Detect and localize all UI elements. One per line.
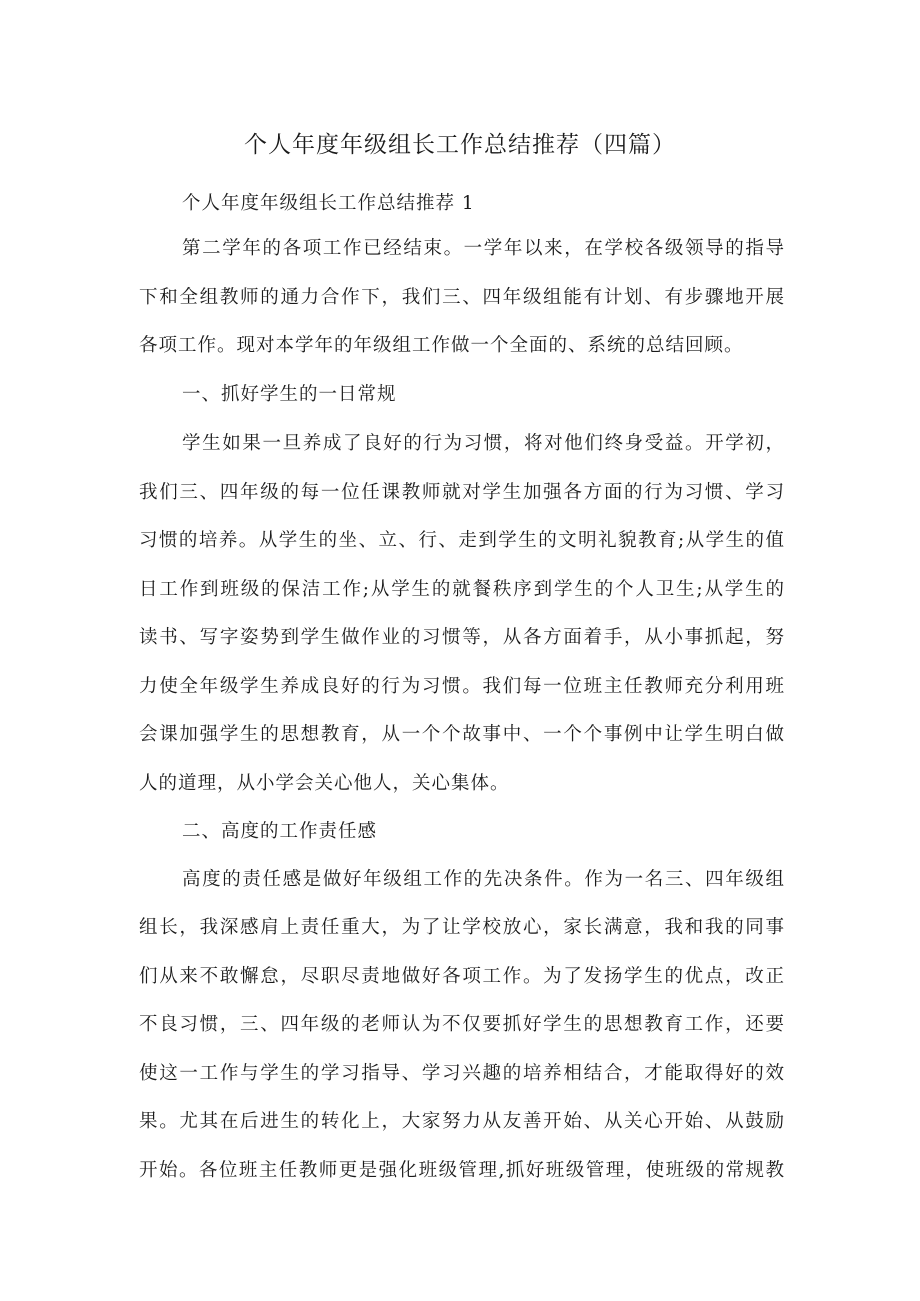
paragraph-line: 开始。各位班主任教师更是强化班级管理,抓好班级管理，使班级的常规教	[139, 1160, 785, 1181]
paragraph-line: 使这一工作与学生的学习指导、学习兴趣的培养相结合，才能取得好的效	[139, 1063, 785, 1084]
paragraph-line: 会课加强学生的思想教育，从一个个故事中、一个个事例中让学生明白做	[139, 724, 785, 745]
paragraph-line: 人的道理，从小学会关心他人，关心集体。	[139, 773, 510, 794]
paragraph-line: 各项工作。现对本学年的年级组工作做一个全面的、系统的总结回顾。	[139, 335, 744, 356]
section-heading: 二、高度的工作责任感	[182, 821, 378, 842]
paragraph-line: 习惯的培养。从学生的坐、立、行、走到学生的文明礼貌教育;从学生的值	[139, 530, 785, 551]
section-subtitle: 个人年度年级组长工作总结推荐 1	[182, 193, 475, 214]
paragraph-line: 高度的责任感是做好年级组工作的先决条件。作为一名三、四年级组	[182, 869, 785, 890]
paragraph-line: 们从来不敢懈怠，尽职尽责地做好各项工作。为了发扬学生的优点，改正	[139, 966, 785, 987]
document-title: 个人年度年级组长工作总结推荐（四篇）	[244, 132, 676, 158]
section-heading: 一、抓好学生的一日常规	[182, 384, 397, 405]
paragraph-line: 读书、写字姿势到学生做作业的习惯等，从各方面着手，从小事抓起，努	[139, 627, 785, 648]
paragraph-line: 日工作到班级的保洁工作;从学生的就餐秩序到学生的个人卫生;从学生的	[139, 579, 785, 600]
paragraph-line: 果。尤其在后进生的转化上，大家努力从友善开始、从关心开始、从鼓励	[139, 1111, 785, 1132]
paragraph-line: 第二学年的各项工作已经结束。一学年以来，在学校各级领导的指导	[182, 238, 785, 259]
paragraph-line: 下和全组教师的通力合作下，我们三、四年级组能有计划、有步骤地开展	[139, 287, 785, 308]
paragraph-line: 不良习惯，三、四年级的老师认为不仅要抓好学生的思想教育工作，还要	[139, 1014, 785, 1035]
paragraph-line: 学生如果一旦养成了良好的行为习惯，将对他们终身受益。开学初，	[182, 433, 785, 454]
paragraph-line: 我们三、四年级的每一位任课教师就对学生加强各方面的行为习惯、学习	[139, 482, 785, 503]
paragraph-line: 力使全年级学生养成良好的行为习惯。我们每一位班主任教师充分利用班	[139, 676, 785, 697]
paragraph-line: 组长，我深感肩上责任重大，为了让学校放心，家长满意，我和我的同事	[139, 917, 785, 938]
